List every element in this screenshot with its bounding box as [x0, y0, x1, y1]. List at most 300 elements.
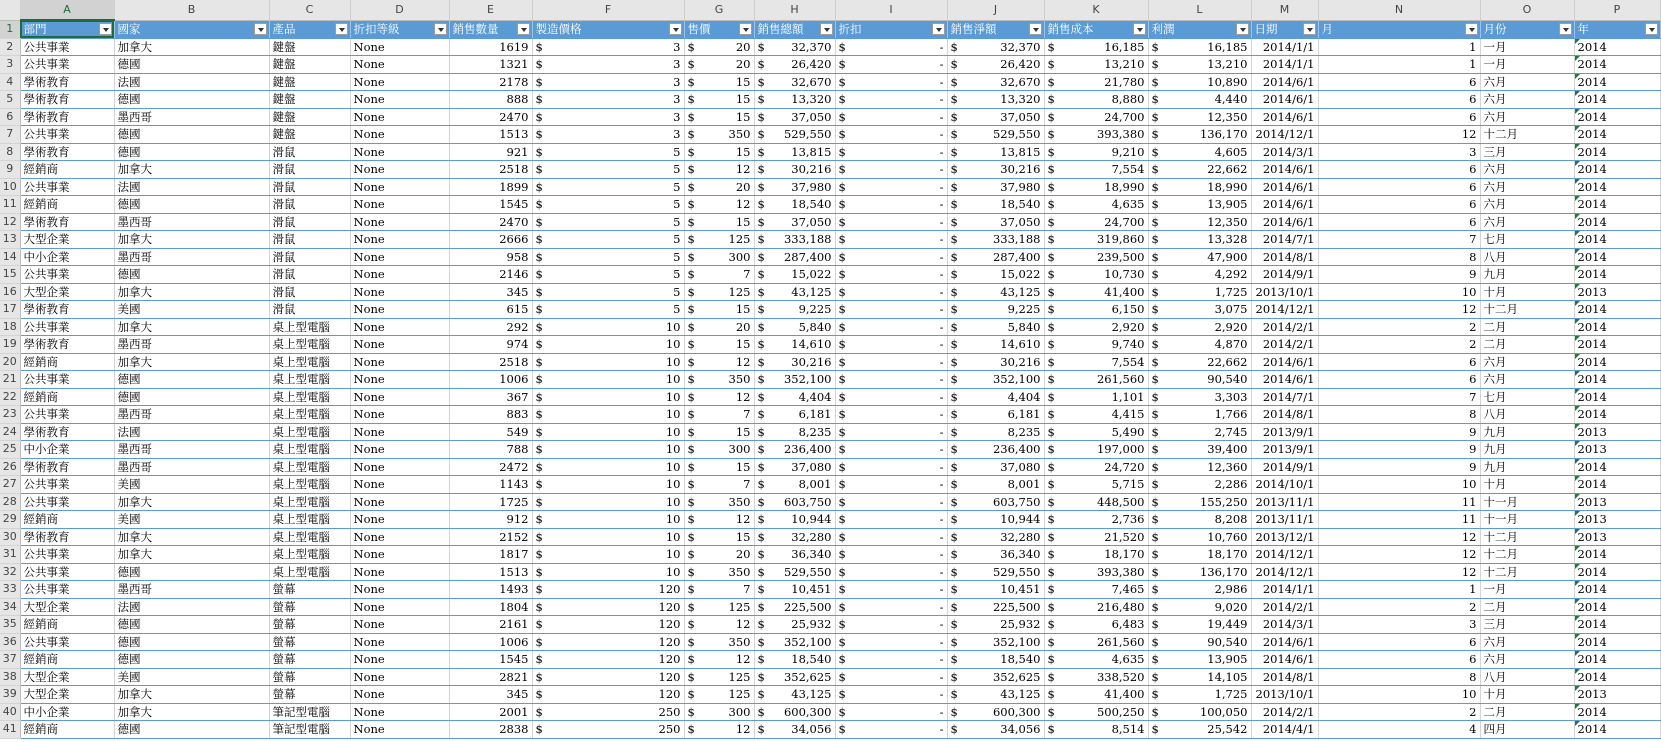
cell[interactable] — [684, 161, 754, 179]
cell[interactable]: 2014/12/1 — [1251, 546, 1318, 564]
cell[interactable] — [532, 721, 684, 739]
cell[interactable]: 2152 — [449, 528, 532, 546]
header-cell[interactable] — [269, 20, 350, 38]
cell[interactable] — [532, 371, 684, 389]
column-header-h[interactable]: H — [754, 0, 835, 20]
row-number[interactable]: 23 — [0, 406, 20, 424]
cell[interactable] — [532, 108, 684, 126]
cell[interactable]: 三月 — [1480, 143, 1574, 161]
cell[interactable] — [947, 213, 1044, 231]
cell[interactable]: 學術教育 — [20, 108, 114, 126]
cell[interactable]: 桌上型電腦 — [269, 546, 350, 564]
cell[interactable]: 9 — [1318, 266, 1480, 284]
row-number[interactable]: 27 — [0, 476, 20, 494]
cell[interactable]: 德國 — [114, 371, 269, 389]
cell[interactable]: 墨西哥 — [114, 213, 269, 231]
cell[interactable]: 十一月 — [1480, 511, 1574, 529]
column-header-e[interactable]: E — [449, 0, 532, 20]
row-number[interactable]: 30 — [0, 528, 20, 546]
cell[interactable]: 2014 — [1574, 91, 1660, 109]
cell[interactable]: 1545 — [449, 651, 532, 669]
filter-dropdown-icon[interactable] — [517, 23, 530, 35]
cell[interactable] — [532, 476, 684, 494]
cell[interactable] — [1148, 73, 1251, 91]
row-number[interactable]: 14 — [0, 248, 20, 266]
cell[interactable] — [1044, 721, 1148, 739]
header-cell[interactable] — [835, 20, 947, 38]
cell[interactable] — [684, 441, 754, 459]
cell[interactable]: 十二月 — [1480, 546, 1574, 564]
cell[interactable]: 921 — [449, 143, 532, 161]
cell[interactable] — [532, 283, 684, 301]
cell[interactable] — [835, 126, 947, 144]
cell[interactable]: 4 — [1318, 721, 1480, 739]
cell[interactable] — [754, 213, 835, 231]
cell[interactable]: 加拿大 — [114, 38, 269, 56]
cell[interactable] — [1148, 651, 1251, 669]
column-header-f[interactable]: F — [532, 0, 684, 20]
column-header-l[interactable]: L — [1148, 0, 1251, 20]
cell[interactable] — [532, 143, 684, 161]
cell[interactable] — [754, 458, 835, 476]
cell[interactable] — [835, 178, 947, 196]
row-number[interactable]: 31 — [0, 546, 20, 564]
cell[interactable] — [684, 703, 754, 721]
cell[interactable] — [1044, 458, 1148, 476]
cell[interactable]: 1321 — [449, 56, 532, 74]
filter-dropdown-icon[interactable] — [1465, 23, 1478, 35]
cell[interactable] — [835, 38, 947, 56]
cell[interactable]: 加拿大 — [114, 318, 269, 336]
cell[interactable]: 2014/8/1 — [1251, 406, 1318, 424]
cell[interactable] — [947, 38, 1044, 56]
cell[interactable] — [947, 703, 1044, 721]
cell[interactable] — [684, 266, 754, 284]
cell[interactable]: 549 — [449, 423, 532, 441]
cell[interactable]: 2014 — [1574, 616, 1660, 634]
cell[interactable] — [1148, 336, 1251, 354]
cell[interactable]: 2014/4/1 — [1251, 721, 1318, 739]
cell[interactable]: 滑鼠 — [269, 178, 350, 196]
row-number[interactable]: 16 — [0, 283, 20, 301]
cell[interactable]: 2014/3/1 — [1251, 616, 1318, 634]
cell[interactable] — [835, 283, 947, 301]
cell[interactable] — [947, 318, 1044, 336]
cell[interactable] — [1044, 248, 1148, 266]
row-number[interactable]: 4 — [0, 73, 20, 91]
cell[interactable]: 螢幕 — [269, 616, 350, 634]
cell[interactable]: 2014/8/1 — [1251, 668, 1318, 686]
cell[interactable] — [754, 528, 835, 546]
cell[interactable] — [684, 406, 754, 424]
cell[interactable] — [1044, 161, 1148, 179]
cell[interactable] — [1148, 371, 1251, 389]
cell[interactable] — [1148, 213, 1251, 231]
cell[interactable]: 6 — [1318, 651, 1480, 669]
cell[interactable] — [947, 266, 1044, 284]
cell[interactable]: 2014/6/1 — [1251, 196, 1318, 214]
cell[interactable]: 10 — [1318, 476, 1480, 494]
cell[interactable] — [754, 353, 835, 371]
cell[interactable]: 六月 — [1480, 213, 1574, 231]
row-number[interactable]: 29 — [0, 511, 20, 529]
cell[interactable] — [684, 581, 754, 599]
cell[interactable]: 法國 — [114, 423, 269, 441]
cell[interactable] — [947, 371, 1044, 389]
cell[interactable] — [532, 651, 684, 669]
filter-dropdown-icon[interactable] — [820, 23, 833, 35]
cell[interactable]: 1804 — [449, 598, 532, 616]
cell[interactable]: 桌上型電腦 — [269, 511, 350, 529]
cell[interactable] — [835, 73, 947, 91]
cell[interactable] — [1044, 528, 1148, 546]
cell[interactable] — [1148, 668, 1251, 686]
cell[interactable]: 11 — [1318, 511, 1480, 529]
row-number[interactable]: 25 — [0, 441, 20, 459]
cell[interactable] — [1044, 143, 1148, 161]
cell[interactable]: 學術教育 — [20, 336, 114, 354]
cell[interactable] — [532, 91, 684, 109]
filter-dropdown-icon[interactable] — [434, 23, 447, 35]
cell[interactable] — [1148, 318, 1251, 336]
cell[interactable]: 1725 — [449, 493, 532, 511]
cell[interactable]: 6 — [1318, 371, 1480, 389]
cell[interactable]: 2014/6/1 — [1251, 651, 1318, 669]
cell[interactable]: None — [350, 213, 449, 231]
cell[interactable] — [1044, 511, 1148, 529]
cell[interactable]: 鍵盤 — [269, 108, 350, 126]
cell[interactable]: 2014 — [1574, 651, 1660, 669]
header-cell[interactable] — [684, 20, 754, 38]
cell[interactable]: 六月 — [1480, 91, 1574, 109]
cell[interactable] — [1148, 56, 1251, 74]
cell[interactable] — [1044, 703, 1148, 721]
cell[interactable]: 加拿大 — [114, 546, 269, 564]
cell[interactable]: 德國 — [114, 266, 269, 284]
cell[interactable]: 六月 — [1480, 73, 1574, 91]
cell[interactable]: 德國 — [114, 196, 269, 214]
cell[interactable]: 經銷商 — [20, 388, 114, 406]
cell[interactable] — [754, 301, 835, 319]
filter-dropdown-icon[interactable] — [254, 23, 267, 35]
cell[interactable]: 6 — [1318, 178, 1480, 196]
header-cell[interactable] — [1574, 20, 1660, 38]
cell[interactable]: 十一月 — [1480, 493, 1574, 511]
cell[interactable]: 螢幕 — [269, 686, 350, 704]
cell[interactable]: 公共事業 — [20, 581, 114, 599]
cell[interactable] — [532, 161, 684, 179]
cell[interactable]: 2014/10/1 — [1251, 476, 1318, 494]
row-number[interactable]: 15 — [0, 266, 20, 284]
cell[interactable]: 2014/3/1 — [1251, 143, 1318, 161]
cell[interactable]: 2014 — [1574, 353, 1660, 371]
cell[interactable]: 2014/7/1 — [1251, 388, 1318, 406]
cell[interactable] — [1148, 248, 1251, 266]
cell[interactable]: 2014 — [1574, 266, 1660, 284]
row-number[interactable]: 13 — [0, 231, 20, 249]
cell[interactable] — [754, 668, 835, 686]
cell[interactable]: 1493 — [449, 581, 532, 599]
cell[interactable]: 滑鼠 — [269, 283, 350, 301]
cell[interactable] — [684, 38, 754, 56]
cell[interactable] — [835, 441, 947, 459]
cell[interactable] — [835, 318, 947, 336]
cell[interactable]: 六月 — [1480, 633, 1574, 651]
cell[interactable] — [835, 301, 947, 319]
cell[interactable]: 2014/1/1 — [1251, 581, 1318, 599]
cell[interactable] — [835, 161, 947, 179]
cell[interactable] — [1044, 616, 1148, 634]
cell[interactable]: 2014/6/1 — [1251, 178, 1318, 196]
row-number[interactable]: 19 — [0, 336, 20, 354]
cell[interactable] — [1148, 633, 1251, 651]
cell[interactable]: 墨西哥 — [114, 108, 269, 126]
cell[interactable] — [835, 686, 947, 704]
filter-dropdown-icon[interactable] — [669, 23, 682, 35]
cell[interactable]: 2014 — [1574, 721, 1660, 739]
cell[interactable] — [754, 231, 835, 249]
cell[interactable]: 德國 — [114, 143, 269, 161]
cell[interactable]: None — [350, 161, 449, 179]
cell[interactable] — [1044, 126, 1148, 144]
cell[interactable]: 滑鼠 — [269, 161, 350, 179]
row-number[interactable]: 28 — [0, 493, 20, 511]
cell[interactable] — [947, 56, 1044, 74]
row-number[interactable]: 10 — [0, 178, 20, 196]
cell[interactable] — [1044, 423, 1148, 441]
cell[interactable]: None — [350, 633, 449, 651]
row-number[interactable]: 37 — [0, 651, 20, 669]
cell[interactable] — [532, 248, 684, 266]
cell[interactable] — [754, 126, 835, 144]
cell[interactable]: 公共事業 — [20, 563, 114, 581]
cell[interactable]: 2014 — [1574, 126, 1660, 144]
cell[interactable] — [684, 388, 754, 406]
cell[interactable] — [1044, 353, 1148, 371]
cell[interactable] — [1148, 178, 1251, 196]
cell[interactable]: 10 — [1318, 283, 1480, 301]
cell[interactable]: 公共事業 — [20, 476, 114, 494]
cell[interactable] — [947, 668, 1044, 686]
cell[interactable]: 美國 — [114, 668, 269, 686]
cell[interactable]: 2014/2/1 — [1251, 703, 1318, 721]
cell[interactable] — [1148, 598, 1251, 616]
cell[interactable]: 2001 — [449, 703, 532, 721]
cell[interactable]: None — [350, 353, 449, 371]
header-cell[interactable] — [754, 20, 835, 38]
cell[interactable]: 2014 — [1574, 108, 1660, 126]
cell[interactable] — [1148, 161, 1251, 179]
cell[interactable]: 2014 — [1574, 703, 1660, 721]
cell[interactable] — [947, 161, 1044, 179]
cell[interactable] — [1148, 388, 1251, 406]
cell[interactable] — [754, 91, 835, 109]
cell[interactable]: 2014 — [1574, 231, 1660, 249]
cell[interactable]: 2014/2/1 — [1251, 318, 1318, 336]
cell[interactable]: 2014 — [1574, 371, 1660, 389]
cell[interactable]: 學術教育 — [20, 423, 114, 441]
cell[interactable]: None — [350, 231, 449, 249]
cell[interactable] — [947, 633, 1044, 651]
row-number[interactable]: 7 — [0, 126, 20, 144]
cell[interactable]: 2821 — [449, 668, 532, 686]
cell[interactable]: 滑鼠 — [269, 196, 350, 214]
cell[interactable]: None — [350, 686, 449, 704]
cell[interactable]: 2 — [1318, 703, 1480, 721]
select-all-corner[interactable] — [0, 0, 20, 20]
cell[interactable]: 2014 — [1574, 178, 1660, 196]
row-number[interactable]: 12 — [0, 213, 20, 231]
cell[interactable]: None — [350, 73, 449, 91]
cell[interactable]: 1143 — [449, 476, 532, 494]
cell[interactable] — [684, 511, 754, 529]
cell[interactable]: None — [350, 126, 449, 144]
cell[interactable]: 螢幕 — [269, 581, 350, 599]
row-number[interactable]: 18 — [0, 318, 20, 336]
cell[interactable] — [835, 213, 947, 231]
cell[interactable]: None — [350, 598, 449, 616]
cell[interactable] — [1148, 476, 1251, 494]
cell[interactable]: None — [350, 143, 449, 161]
cell[interactable] — [532, 196, 684, 214]
cell[interactable] — [835, 143, 947, 161]
row-number[interactable]: 3 — [0, 56, 20, 74]
cell[interactable]: 十月 — [1480, 686, 1574, 704]
cell[interactable]: 公共事業 — [20, 318, 114, 336]
cell[interactable]: 十二月 — [1480, 528, 1574, 546]
cell[interactable] — [835, 336, 947, 354]
cell[interactable] — [1044, 196, 1148, 214]
cell[interactable]: 2013/10/1 — [1251, 686, 1318, 704]
cell[interactable]: 美國 — [114, 301, 269, 319]
cell[interactable]: 滑鼠 — [269, 266, 350, 284]
cell[interactable]: 2 — [1318, 318, 1480, 336]
cell[interactable] — [754, 511, 835, 529]
header-cell[interactable] — [1148, 20, 1251, 38]
cell[interactable]: 鍵盤 — [269, 126, 350, 144]
cell[interactable]: 滑鼠 — [269, 248, 350, 266]
cell[interactable]: 2014 — [1574, 38, 1660, 56]
cell[interactable] — [532, 598, 684, 616]
cell[interactable] — [684, 651, 754, 669]
cell[interactable] — [684, 73, 754, 91]
cell[interactable]: 學術教育 — [20, 143, 114, 161]
cell[interactable]: 大型企業 — [20, 598, 114, 616]
cell[interactable] — [684, 56, 754, 74]
cell[interactable] — [835, 616, 947, 634]
cell[interactable]: 六月 — [1480, 371, 1574, 389]
cell[interactable]: 公共事業 — [20, 126, 114, 144]
cell[interactable] — [1044, 213, 1148, 231]
cell[interactable] — [684, 353, 754, 371]
cell[interactable] — [532, 441, 684, 459]
cell[interactable]: 九月 — [1480, 458, 1574, 476]
cell[interactable]: 桌上型電腦 — [269, 406, 350, 424]
cell[interactable]: 2014/6/1 — [1251, 108, 1318, 126]
cell[interactable] — [1044, 406, 1148, 424]
row-number[interactable]: 22 — [0, 388, 20, 406]
cell[interactable] — [532, 266, 684, 284]
cell[interactable]: None — [350, 546, 449, 564]
cell[interactable] — [1044, 73, 1148, 91]
header-cell[interactable] — [20, 20, 114, 38]
cell[interactable]: 2014 — [1574, 336, 1660, 354]
row-number[interactable]: 36 — [0, 633, 20, 651]
row-number[interactable]: 26 — [0, 458, 20, 476]
column-header-g[interactable]: G — [684, 0, 754, 20]
cell[interactable]: 12 — [1318, 126, 1480, 144]
cell[interactable] — [947, 546, 1044, 564]
cell[interactable]: 桌上型電腦 — [269, 388, 350, 406]
cell[interactable]: None — [350, 721, 449, 739]
cell[interactable]: None — [350, 248, 449, 266]
cell[interactable]: None — [350, 108, 449, 126]
column-header-o[interactable]: O — [1480, 0, 1574, 20]
cell[interactable] — [1148, 703, 1251, 721]
cell[interactable] — [684, 178, 754, 196]
cell[interactable]: 一月 — [1480, 38, 1574, 56]
cell[interactable]: 一月 — [1480, 581, 1574, 599]
cell[interactable]: 法國 — [114, 73, 269, 91]
cell[interactable]: 1 — [1318, 581, 1480, 599]
cell[interactable]: 德國 — [114, 651, 269, 669]
cell[interactable]: 2178 — [449, 73, 532, 91]
cell[interactable] — [754, 283, 835, 301]
cell[interactable]: 1 — [1318, 56, 1480, 74]
cell[interactable] — [1044, 668, 1148, 686]
cell[interactable]: 788 — [449, 441, 532, 459]
cell[interactable] — [947, 423, 1044, 441]
cell[interactable]: 公共事業 — [20, 178, 114, 196]
cell[interactable] — [754, 388, 835, 406]
cell[interactable]: None — [350, 178, 449, 196]
cell[interactable]: 鍵盤 — [269, 56, 350, 74]
cell[interactable]: 桌上型電腦 — [269, 371, 350, 389]
cell[interactable]: 2014/1/1 — [1251, 56, 1318, 74]
cell[interactable]: None — [350, 476, 449, 494]
cell[interactable]: 2014/12/1 — [1251, 126, 1318, 144]
cell[interactable]: 2014/1/1 — [1251, 38, 1318, 56]
row-number[interactable]: 6 — [0, 108, 20, 126]
cell[interactable]: 九月 — [1480, 441, 1574, 459]
cell[interactable]: 2013 — [1574, 423, 1660, 441]
cell[interactable]: None — [350, 91, 449, 109]
header-cell[interactable] — [449, 20, 532, 38]
cell[interactable]: 八月 — [1480, 668, 1574, 686]
cell[interactable] — [947, 581, 1044, 599]
cell[interactable]: 2014 — [1574, 56, 1660, 74]
cell[interactable] — [684, 721, 754, 739]
row-number[interactable]: 9 — [0, 161, 20, 179]
cell[interactable] — [754, 581, 835, 599]
cell[interactable]: 加拿大 — [114, 161, 269, 179]
cell[interactable]: 888 — [449, 91, 532, 109]
cell[interactable] — [947, 511, 1044, 529]
cell[interactable]: 2014 — [1574, 196, 1660, 214]
cell[interactable]: 2014/12/1 — [1251, 301, 1318, 319]
cell[interactable]: 2013 — [1574, 283, 1660, 301]
column-header-p[interactable]: P — [1574, 0, 1660, 20]
cell[interactable] — [1148, 353, 1251, 371]
cell[interactable]: None — [350, 266, 449, 284]
cell[interactable] — [532, 581, 684, 599]
cell[interactable] — [754, 546, 835, 564]
cell[interactable]: 八月 — [1480, 406, 1574, 424]
cell[interactable] — [684, 108, 754, 126]
cell[interactable]: 3 — [1318, 143, 1480, 161]
cell[interactable] — [754, 476, 835, 494]
cell[interactable] — [947, 493, 1044, 511]
